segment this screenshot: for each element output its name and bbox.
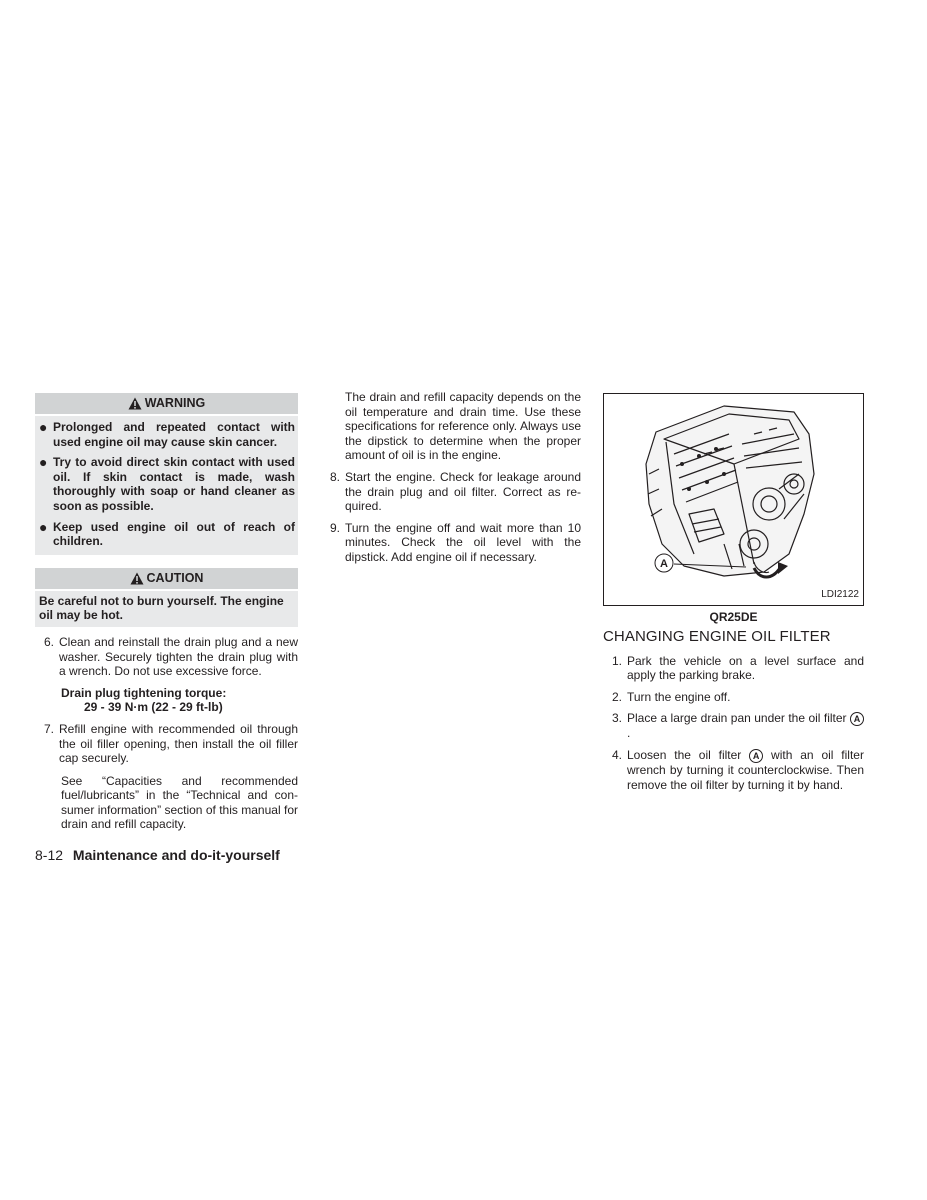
right-column bbox=[603, 393, 864, 792]
marker-a-icon: A bbox=[850, 712, 864, 726]
step-3 bbox=[603, 711, 864, 741]
list-item bbox=[39, 520, 295, 549]
step-number: 3. bbox=[611, 711, 622, 726]
warning-box bbox=[35, 393, 298, 555]
step-text: Clean and reinstall the drain plug and a new washer. Securely tighten the drain plug with a wrench. Do not use excessive force. bbox=[59, 634, 298, 679]
bullet-icon: ● bbox=[39, 518, 48, 535]
left-column bbox=[35, 393, 298, 832]
torque-value: 29 - 39 N·m (22 - 29 ft-lb) bbox=[84, 700, 223, 715]
step-text-part: Loosen the oil filter bbox=[627, 747, 742, 762]
caution-title: CAUTION bbox=[146, 570, 204, 585]
engine-figure bbox=[603, 393, 864, 606]
step-text-part: with an oil filter wrench by turning it counterclockwise. Then remove the oil filter by turning it by hand. bbox=[627, 747, 864, 792]
step-text: Park the vehicle on a level surface and apply the parking brake. bbox=[627, 653, 864, 683]
step-text bbox=[627, 711, 864, 741]
engine-illustration bbox=[604, 394, 863, 605]
figure-label-a: A bbox=[660, 558, 668, 570]
warning-title: WARNING bbox=[144, 396, 206, 410]
caution-header bbox=[35, 568, 298, 589]
step-1 bbox=[603, 654, 864, 683]
step-number: 8. bbox=[329, 469, 340, 484]
warning-text: Prolonged and repeated contact with used engine oil may cause skin cancer. bbox=[53, 420, 295, 449]
caution-text: Be careful not to burn yourself. The engine oil may be hot. bbox=[35, 591, 298, 627]
step-text: Turn the engine off. bbox=[627, 689, 731, 704]
capacity-paragraph: The drain and refill capacity depends on the oil temperature and drain time. Use these specifications for reference only. Always use the dipstick to determine when the proper amount of oil is in the engine. bbox=[345, 390, 581, 463]
step-number: 4. bbox=[611, 747, 622, 762]
footer-title: Maintenance and do-it-yourself bbox=[72, 847, 280, 863]
step-text-part: Place a large drain pan under the oil filter bbox=[627, 711, 847, 726]
step-text: Turn the engine off and wait more than 10 minutes. Check the oil level with the dipstick. Add engine oil if necessary. bbox=[345, 520, 581, 564]
list-item bbox=[39, 420, 295, 449]
step-number: 7. bbox=[43, 721, 54, 736]
step-9 bbox=[327, 521, 581, 565]
step-number: 9. bbox=[329, 520, 340, 535]
warning-text: Keep used engine oil out of reach of children. bbox=[53, 519, 295, 549]
bullet-icon: ● bbox=[39, 419, 48, 435]
step-7 bbox=[35, 722, 298, 766]
step-text bbox=[627, 748, 864, 792]
see-note: See “Capacities and recommended fuel/lubricants” in the “Technical and con-sumer information” section of this manual for drain and refill capacity. bbox=[61, 773, 298, 832]
figure-code: LDI2122 bbox=[821, 589, 859, 601]
step-8 bbox=[327, 470, 581, 514]
middle-column bbox=[327, 390, 581, 565]
section-title: CHANGING ENGINE OIL FILTER bbox=[603, 627, 831, 645]
warning-triangle-icon bbox=[128, 397, 142, 410]
step-text: Refill engine with recommended oil through the oil filler opening, then install the oil filler cap securely. bbox=[59, 721, 298, 766]
warning-list bbox=[35, 416, 298, 555]
warning-header bbox=[35, 393, 298, 414]
step-6 bbox=[35, 635, 298, 679]
step-4 bbox=[603, 748, 864, 792]
caution-box bbox=[35, 568, 298, 627]
step-text-part: . bbox=[627, 726, 631, 741]
caution-triangle-icon bbox=[130, 572, 144, 585]
list-item bbox=[39, 455, 295, 513]
torque-title: Drain plug tightening torque: bbox=[61, 685, 227, 700]
page-number: 8-12 bbox=[35, 847, 64, 863]
step-2 bbox=[603, 690, 864, 705]
step-number: 6. bbox=[43, 634, 54, 649]
page-footer bbox=[35, 847, 280, 863]
figure-caption: QR25DE bbox=[709, 610, 758, 624]
bullet-icon: ● bbox=[39, 454, 48, 471]
step-number: 2. bbox=[611, 689, 622, 704]
marker-a-icon: A bbox=[749, 749, 763, 763]
warning-text: Try to avoid direct skin contact with used oil. If skin contact is made, wash thoroughly with soap or hand cleaner as soon as possible. bbox=[53, 455, 295, 513]
step-number: 1. bbox=[611, 653, 622, 668]
step-text: Start the engine. Check for leakage around the drain plug and oil filter. Correct as re-quired. bbox=[345, 469, 581, 514]
